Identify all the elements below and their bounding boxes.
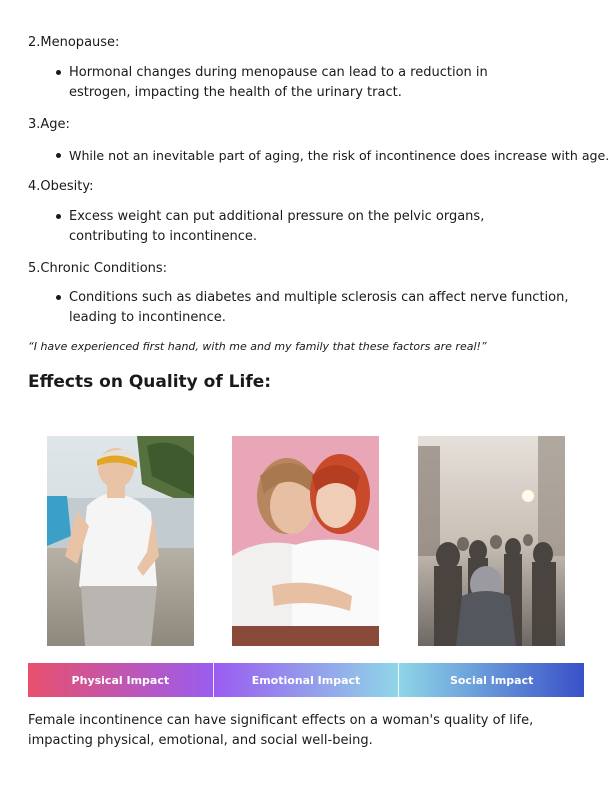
jogging-woman-image <box>47 436 194 646</box>
bullet-dot <box>56 153 61 158</box>
impact-category-band <box>28 663 584 697</box>
embracing-women-image <box>232 436 379 646</box>
photo-physical-impact <box>47 436 194 646</box>
bullet-dot <box>56 70 61 75</box>
crowd-street-image <box>418 436 565 646</box>
personal-quote: “I have experienced first hand, with me and my family that these factors are real!” <box>28 340 487 353</box>
bullet-chronic-conditions: Conditions such as diabetes and multiple sclerosis can affect nerve function, leading to incontinence. <box>69 290 569 325</box>
physical-impact-label: Physical Impact <box>71 673 170 687</box>
emotional-impact-label: Emotional Impact <box>213 663 399 697</box>
factor-heading-chronic-conditions: 5.Chronic Conditions: <box>28 261 168 276</box>
bullet-obesity: Excess weight can put additional pressure on the pelvic organs, contributing to incontinence. <box>69 209 485 244</box>
bullet-age: While not an inevitable part of aging, the risk of incontinence does increase with age. <box>69 148 610 163</box>
social-impact-label: Social Impact <box>398 663 584 697</box>
summary-paragraph: Female incontinence can have significant effects on a woman's quality of life, impacting physical, emotional, and social well-being. <box>28 713 534 748</box>
bullet-dot <box>56 214 61 219</box>
section-heading: Effects on Quality of Life: <box>28 372 272 392</box>
factor-heading-menopause: 2.Menopause: <box>28 35 120 50</box>
bullet-menopause: Hormonal changes during menopause can lead to a reduction in estrogen, impacting the health of the urinary tract. <box>69 65 488 100</box>
photo-social-impact <box>418 436 565 646</box>
bullet-dot <box>56 295 61 300</box>
factor-heading-age: 3.Age: <box>28 117 70 132</box>
factor-heading-obesity: 4.Obesity: <box>28 179 94 194</box>
photo-emotional-impact <box>232 436 379 646</box>
